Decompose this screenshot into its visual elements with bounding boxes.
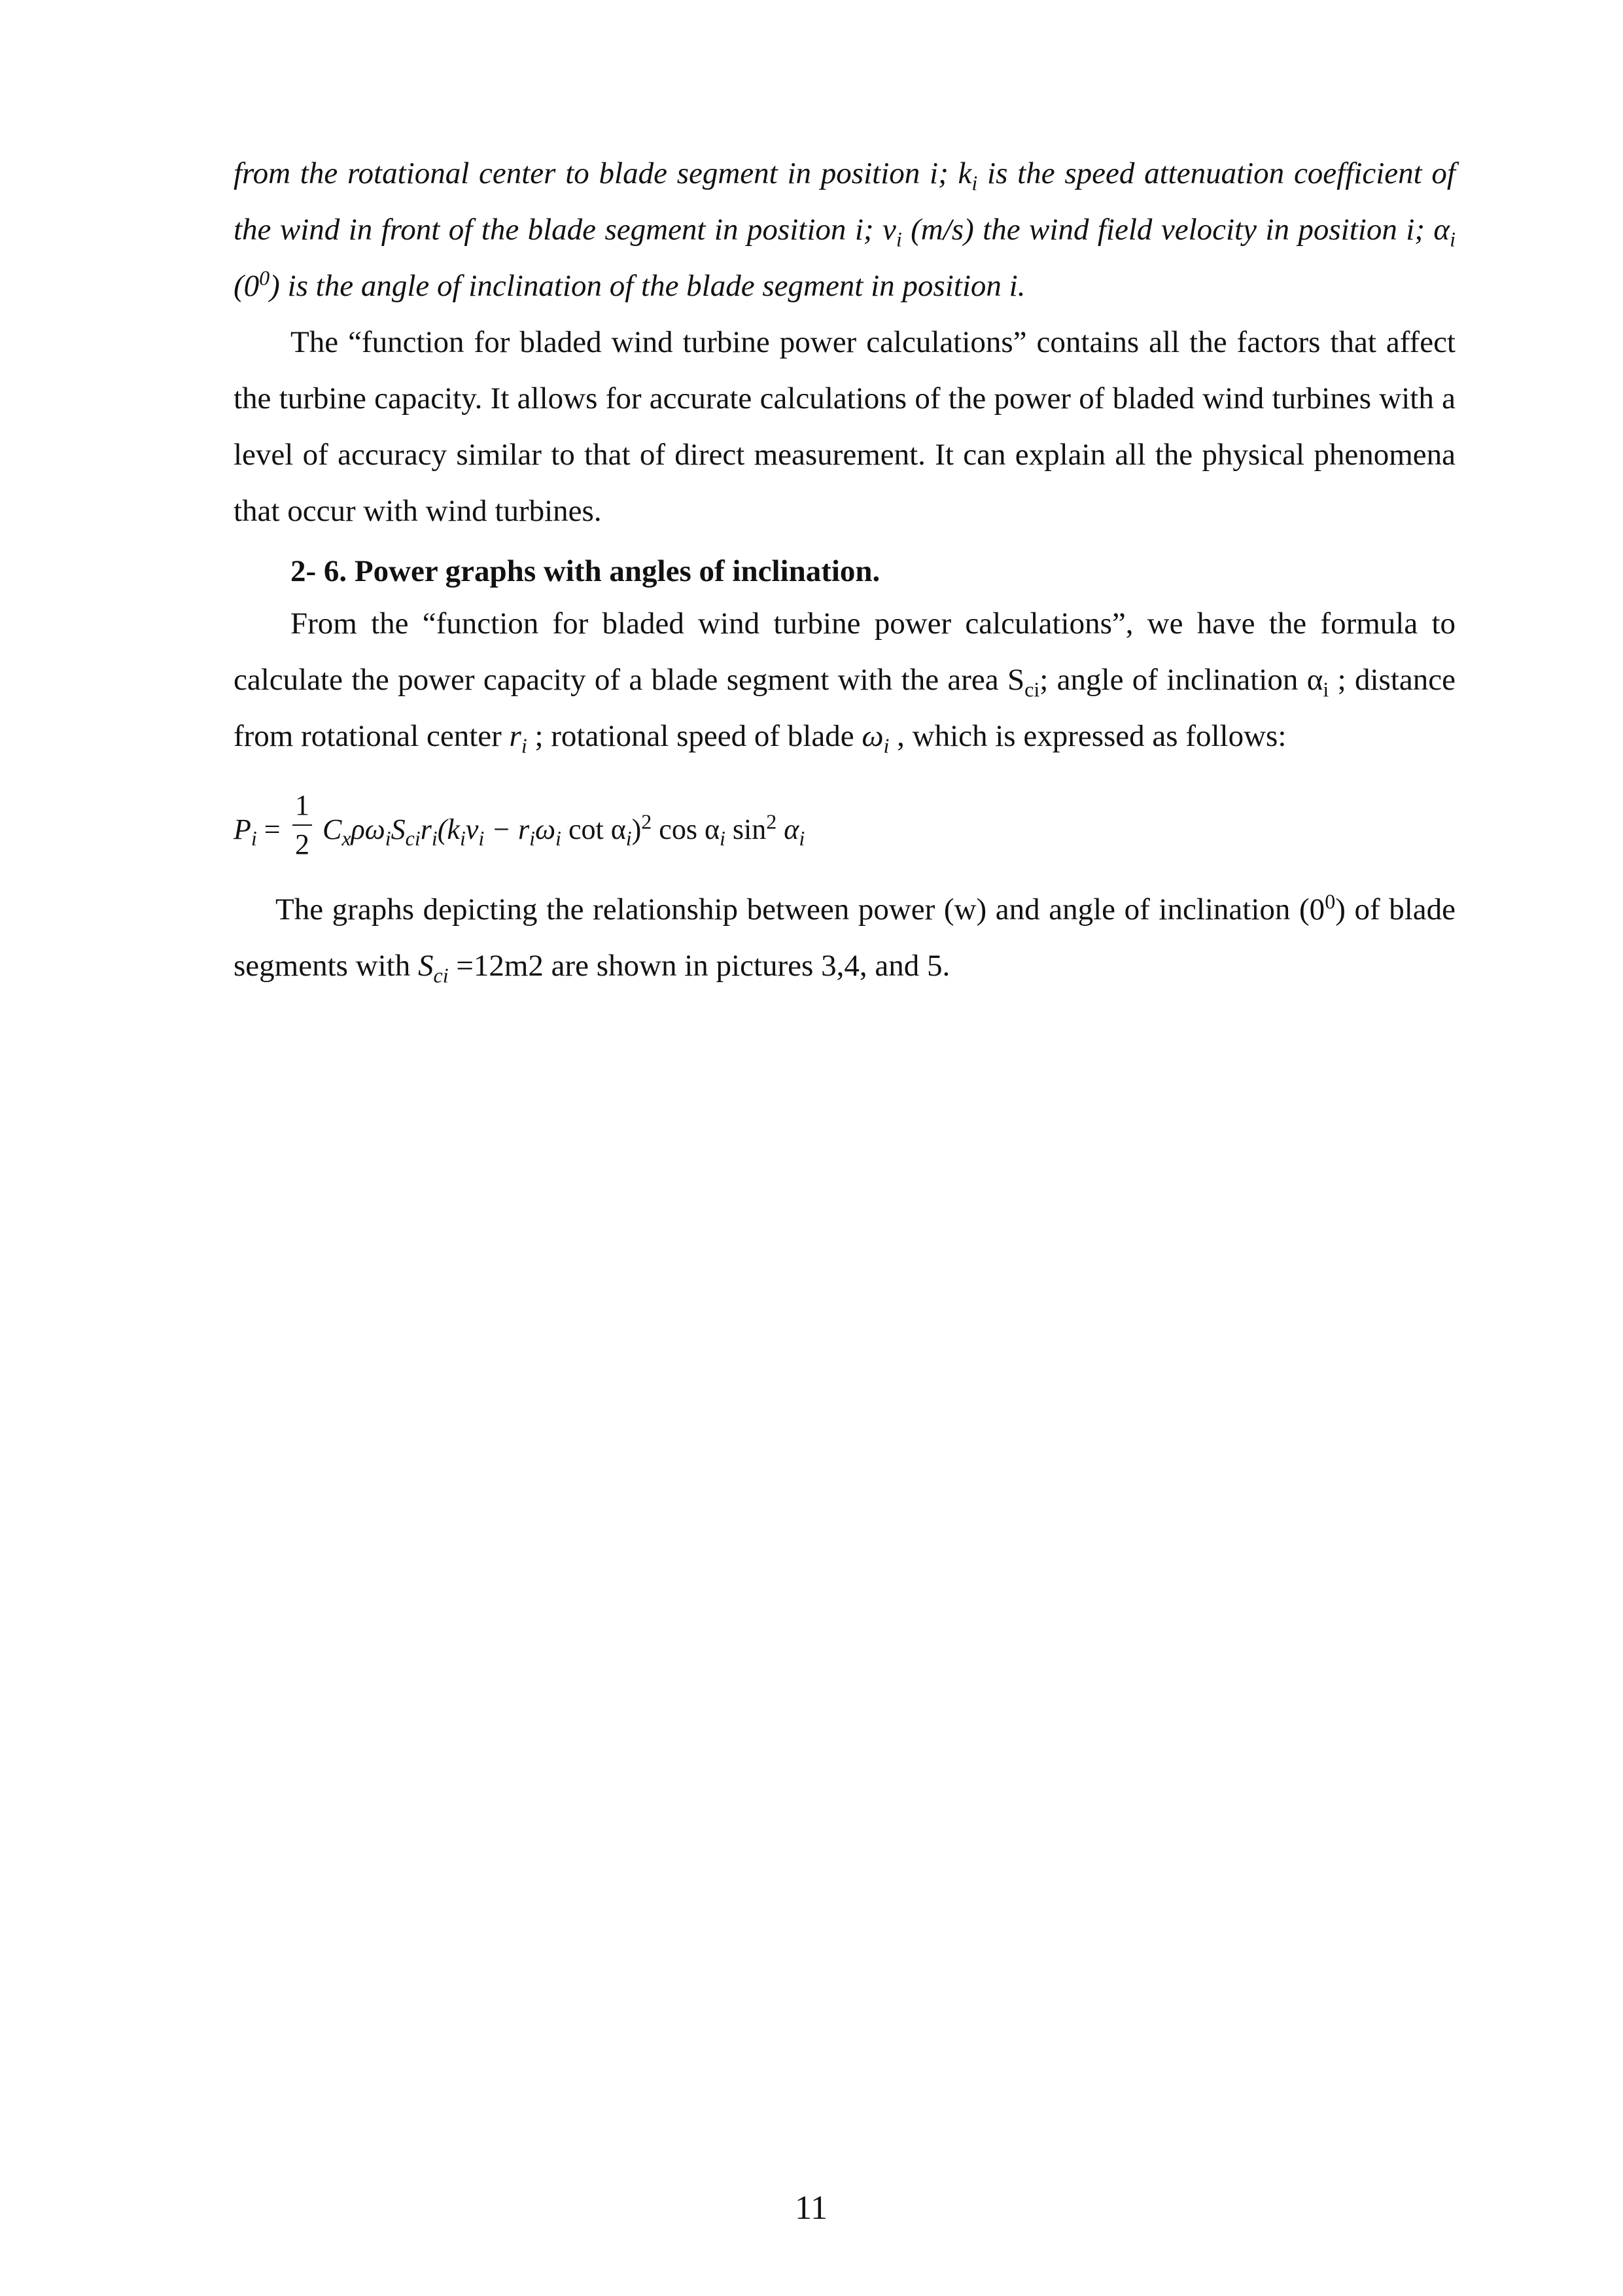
text-run: ; distance from rotational center xyxy=(234,663,1456,753)
paragraph-graphs-reference xyxy=(234,881,1456,994)
section-heading: 2- 6. Power graphs with angles of inclination. xyxy=(290,554,881,588)
text-run: ; rotational speed of blade xyxy=(527,719,862,753)
text-run: (m/s) the wind field velocity in position i; α xyxy=(901,213,1450,247)
symbol-omega: ω xyxy=(862,719,884,753)
subscript: i xyxy=(1323,677,1329,701)
formula-lhs: $P_i$ = xyxy=(234,813,281,850)
text-run: , which is expressed as follows: xyxy=(889,719,1287,753)
symbol-r: r xyxy=(509,719,521,753)
text-run: =12m2 are shown in pictures 3,4, and 5. xyxy=(448,949,951,983)
paragraph-variable-definitions xyxy=(234,145,1456,314)
text-run: ) of blade segments with xyxy=(234,892,1456,983)
superscript: 0 xyxy=(259,266,270,290)
subscript: i xyxy=(1450,227,1456,251)
paragraph-formula-intro xyxy=(234,595,1456,764)
formula-rhs: $C_x\rho\omega_iS_{ci}r_i(k_iv_i - r_i\omega_i$ $\cot \alpha_i)^2$ $\cos \alpha_i$ $\sin^2 \alpha_i$ xyxy=(323,809,805,850)
text-run: ) is the angle of inclination of the blade segment in position i. xyxy=(270,269,1026,303)
subscript: i xyxy=(971,171,978,195)
formula-fraction: 1 2 xyxy=(291,789,313,861)
page-number: 11 xyxy=(794,2189,828,2227)
subscript: i xyxy=(521,733,527,758)
superscript: 0 xyxy=(1325,889,1336,913)
text-run: ; angle of inclination α xyxy=(1039,663,1323,697)
subscript: i xyxy=(883,733,890,758)
text-run: from the rotational center to blade segment in position i; k xyxy=(234,156,972,190)
text-run: (0 xyxy=(234,269,260,303)
subscript: ci xyxy=(1024,677,1040,701)
subscript: i xyxy=(896,227,902,251)
text-run: The graphs depicting the relationship between power (w) and angle of inclination (0 xyxy=(275,892,1325,927)
symbol-s: S xyxy=(417,949,434,983)
subscript: ci xyxy=(433,963,449,987)
text-run: is the speed attenuation coefficient of the wind in front of the blade segment in position i; v xyxy=(234,156,1456,247)
paragraph-function-description: The “function for bladed wind turbine power calculations” contains all the factors that affect the turbine capacity. It allows for accurate calculations of the power of bladed wind turbines with a level of accuracy similar to that of direct measurement. It can explain all the physical phenomena that occur with wind turbines. xyxy=(234,325,1456,528)
text-run: From the “function for bladed wind turbine power calculations”, we have the formula to calculate the power capacity of a blade segment with the area S xyxy=(234,607,1456,697)
